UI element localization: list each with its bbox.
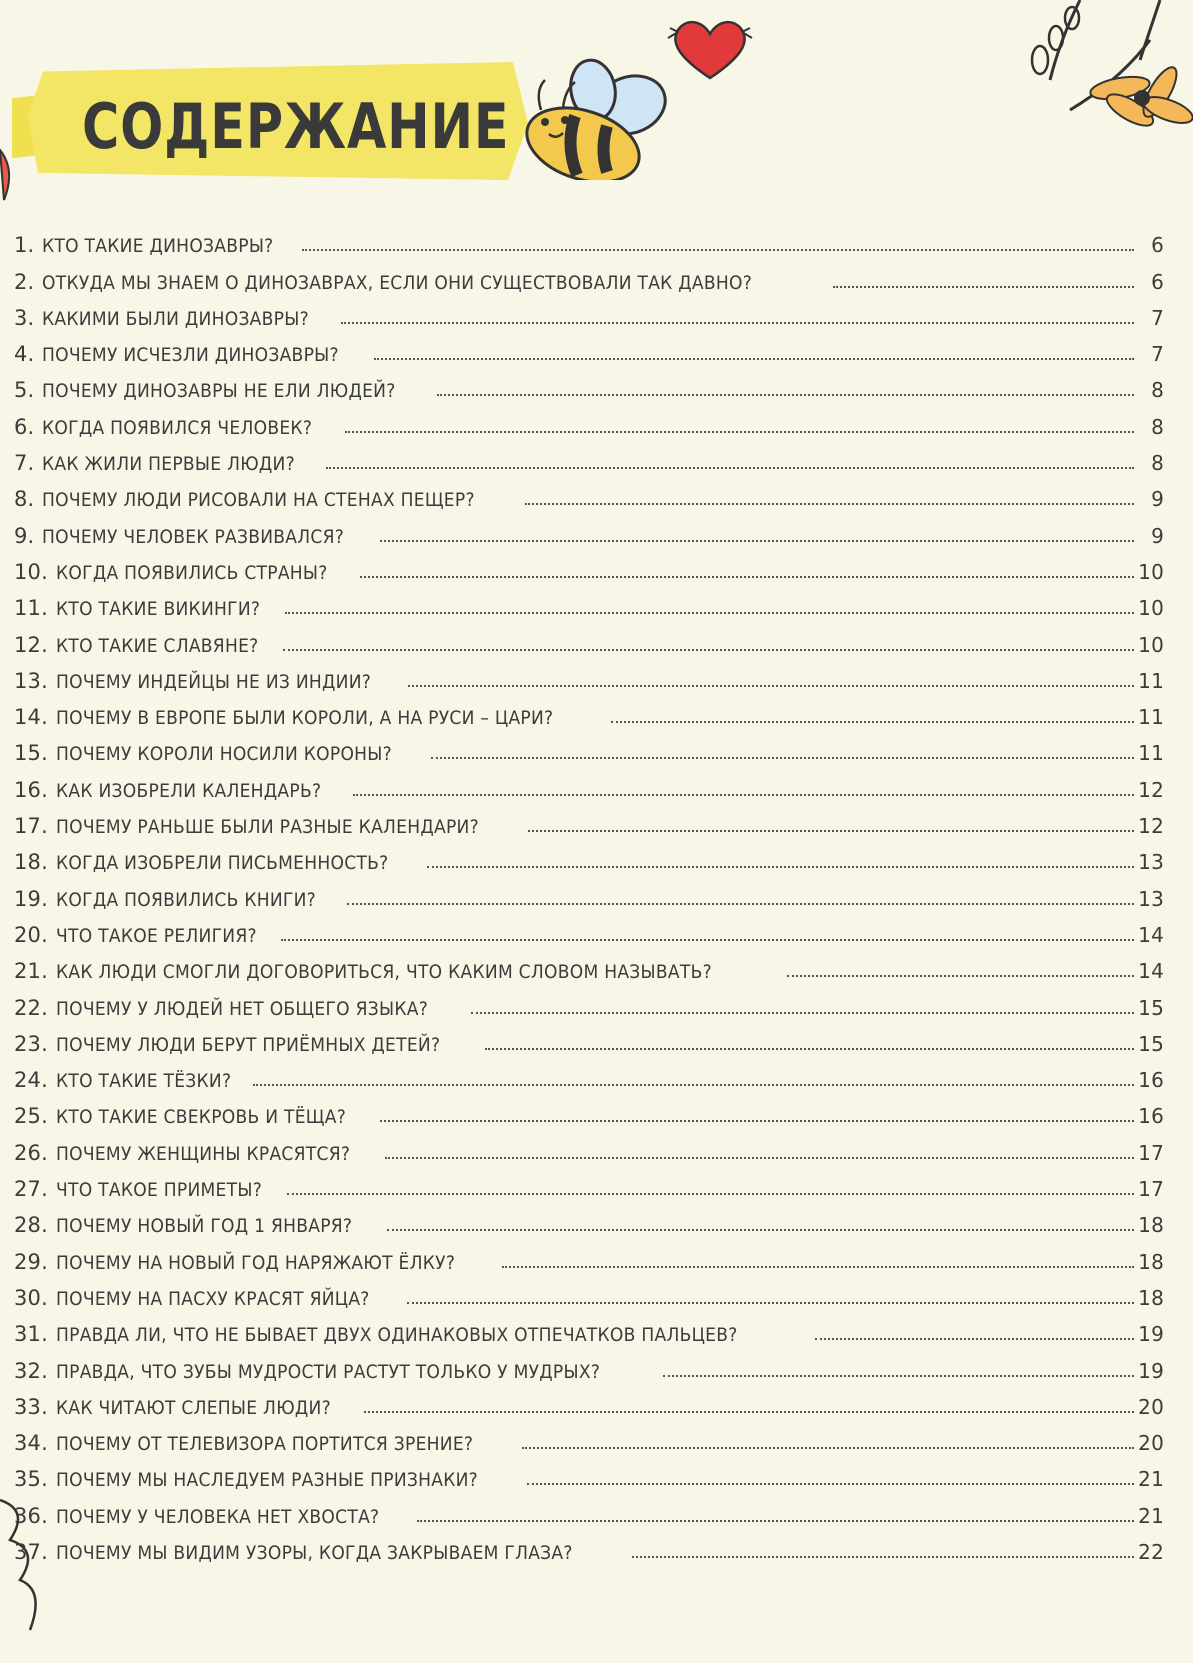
- toc-entry-number: 6.: [14, 414, 35, 439]
- toc-entry-number: 30.: [14, 1285, 48, 1310]
- toc-entry-title: КАК ЧИТАЮТ СЛЕПЫЕ ЛЮДИ?: [56, 1396, 331, 1419]
- toc-entry-title: ПОЧЕМУ РАНЬШЕ БЫЛИ РАЗНЫЕ КАЛЕНДАРИ?: [56, 816, 479, 839]
- toc-entry[interactable]: [14, 1237, 1164, 1273]
- toc-leader-dots: [341, 322, 1134, 324]
- toc-entry-page: 19: [1138, 1358, 1164, 1383]
- toc-entry-number: 29.: [14, 1249, 48, 1274]
- toc-leader-dots: [374, 358, 1134, 360]
- toc-entry[interactable]: [14, 1346, 1164, 1382]
- toc-entry-page: 12: [1138, 814, 1164, 839]
- toc-entry-number: 3.: [14, 305, 35, 330]
- toc-leader-dots: [347, 903, 1134, 905]
- toc-entry-page: 13: [1138, 886, 1164, 911]
- toc-entry-number: 34.: [14, 1431, 48, 1456]
- toc-entry[interactable]: [14, 693, 1164, 729]
- toc-entry-title: ПОЧЕМУ ИНДЕЙЦЫ НЕ ИЗ ИНДИИ?: [56, 670, 372, 693]
- toc-entry-number: 25.: [14, 1104, 48, 1129]
- toc-leader-dots: [253, 1084, 1134, 1086]
- toc-entry[interactable]: [14, 1020, 1164, 1056]
- toc-entry-page: 6: [1151, 269, 1164, 294]
- toc-entry-number: 22.: [14, 995, 48, 1020]
- toc-entry[interactable]: [14, 1383, 1164, 1419]
- toc-entry-number: 17.: [14, 814, 48, 839]
- toc-entry-number: 12.: [14, 632, 48, 657]
- toc-entry-page: 16: [1138, 1068, 1164, 1093]
- toc-entry[interactable]: [14, 402, 1164, 438]
- toc-entry[interactable]: [14, 511, 1164, 547]
- toc-entry-title: ПОЧЕМУ МЫ НАСЛЕДУЕМ РАЗНЫЕ ПРИЗНАКИ?: [56, 1469, 479, 1492]
- toc-entry-number: 18.: [14, 850, 48, 875]
- toc-leader-dots: [387, 1229, 1134, 1231]
- toc-entry-number: 28.: [14, 1213, 48, 1238]
- toc-entry-page: 6: [1151, 233, 1164, 258]
- toc-entry-page: 14: [1138, 922, 1164, 947]
- toc-entry-number: 2.: [14, 269, 35, 294]
- toc-entry-page: 21: [1138, 1467, 1164, 1492]
- toc-entry-page: 11: [1138, 741, 1164, 766]
- toc-entry-number: 4.: [14, 342, 35, 367]
- toc-entry[interactable]: [14, 1528, 1164, 1564]
- toc-entry-number: 32.: [14, 1358, 48, 1383]
- toc-entry-page: 12: [1138, 777, 1164, 802]
- toc-entry-title: ПОЧЕМУ НА НОВЫЙ ГОД НАРЯЖАЮТ ЁЛКУ?: [56, 1251, 456, 1274]
- toc-leader-dots: [302, 249, 1134, 251]
- toc-leader-dots: [632, 1556, 1134, 1558]
- toc-leader-dots: [522, 1447, 1134, 1449]
- toc-entry[interactable]: [14, 294, 1164, 330]
- leaf-icon: [0, 140, 20, 210]
- toc-entry-number: 7.: [14, 451, 35, 476]
- toc-entry-title: ПОЧЕМУ ЛЮДИ БЕРУТ ПРИЁМНЫХ ДЕТЕЙ?: [56, 1033, 441, 1056]
- toc-entry[interactable]: [14, 947, 1164, 983]
- toc-entry-number: 33.: [14, 1394, 48, 1419]
- toc-entry-number: 27.: [14, 1177, 48, 1202]
- toc-leader-dots: [527, 1483, 1134, 1485]
- toc-entry[interactable]: [14, 1419, 1164, 1455]
- toc-leader-dots: [360, 576, 1134, 578]
- toc-entry-number: 26.: [14, 1140, 48, 1165]
- toc-entry-number: 11.: [14, 596, 48, 621]
- toc-leader-dots: [285, 612, 1134, 614]
- toc-leader-dots: [287, 1193, 1134, 1195]
- toc-entry[interactable]: [14, 330, 1164, 366]
- toc-entry[interactable]: [14, 983, 1164, 1019]
- toc-entry[interactable]: [14, 802, 1164, 838]
- toc-entry-title: ПОЧЕМУ ДИНОЗАВРЫ НЕ ЕЛИ ЛЮДЕЙ?: [42, 380, 397, 403]
- toc-entry-page: 18: [1138, 1249, 1164, 1274]
- toc-entry-number: 31.: [14, 1322, 48, 1347]
- toc-leader-dots: [427, 866, 1134, 868]
- toc-entry-title: КТО ТАКИЕ СВЕКРОВЬ И ТЁЩА?: [56, 1106, 347, 1129]
- toc-entry-title: КАК ЛЮДИ СМОГЛИ ДОГОВОРИТЬСЯ, ЧТО КАКИМ СЛОВОМ НАЗЫВАТЬ?: [56, 961, 712, 984]
- toc-leader-dots: [283, 649, 1134, 651]
- toc-leader-dots: [787, 975, 1134, 977]
- toc-entry[interactable]: [14, 1201, 1164, 1237]
- heart-icon: [660, 8, 760, 88]
- toc-leader-dots: [471, 1012, 1134, 1014]
- toc-entry-page: 10: [1138, 559, 1164, 584]
- toc-entry-page: 22: [1138, 1539, 1164, 1564]
- toc-entry[interactable]: [14, 439, 1164, 475]
- toc-entry-page: 11: [1138, 668, 1164, 693]
- toc-entry-title: ПОЧЕМУ КОРОЛИ НОСИЛИ КОРОНЫ?: [56, 743, 393, 766]
- toc-leader-dots: [380, 540, 1134, 542]
- toc-leader-dots: [437, 394, 1134, 396]
- toc-entry-page: 18: [1138, 1213, 1164, 1238]
- toc-entry-page: 15: [1138, 995, 1164, 1020]
- toc-entry[interactable]: [14, 475, 1164, 511]
- toc-entry-page: 20: [1138, 1394, 1164, 1419]
- toc-entry-page: 11: [1138, 705, 1164, 730]
- toc-entry-page: 9: [1151, 523, 1164, 548]
- toc-entry-title: ПОЧЕМУ В ЕВРОПЕ БЫЛИ КОРОЛИ, А НА РУСИ – ЦАРИ?: [56, 707, 554, 730]
- toc-entry-number: 24.: [14, 1068, 48, 1093]
- toc-entry-number: 13.: [14, 668, 48, 693]
- toc-entry-title: ПОЧЕМУ ОТ ТЕЛЕВИЗОРА ПОРТИТСЯ ЗРЕНИЕ?: [56, 1433, 474, 1456]
- toc-entry-title: ПОЧЕМУ ИСЧЕЗЛИ ДИНОЗАВРЫ?: [42, 344, 340, 367]
- flower-branch-icon: [1010, 0, 1193, 150]
- toc-entry-title: ПОЧЕМУ НОВЫЙ ГОД 1 ЯНВАРЯ?: [56, 1215, 353, 1238]
- page-title: СОДЕРЖАНИЕ: [82, 90, 510, 163]
- toc-leader-dots: [833, 286, 1134, 288]
- toc-entry-number: 20.: [14, 922, 48, 947]
- toc-entry-number: 15.: [14, 741, 48, 766]
- toc-entry-page: 10: [1138, 596, 1164, 621]
- toc-entry[interactable]: [14, 838, 1164, 874]
- toc-entry-title: ЧТО ТАКОЕ РЕЛИГИЯ?: [56, 924, 257, 947]
- toc-entry-title: ПРАВДА, ЧТО ЗУБЫ МУДРОСТИ РАСТУТ ТОЛЬКО У МУДРЫХ?: [56, 1360, 601, 1383]
- toc-leader-dots: [345, 431, 1134, 433]
- toc-entry-page: 19: [1138, 1322, 1164, 1347]
- toc-entry-title: ПОЧЕМУ МЫ ВИДИМ УЗОРЫ, КОГДА ЗАКРЫВАЕМ ГЛАЗА?: [56, 1541, 573, 1564]
- toc-leader-dots: [326, 467, 1134, 469]
- toc-entry-title: КТО ТАКИЕ ТЁЗКИ?: [56, 1070, 232, 1093]
- toc-entry-page: 7: [1151, 342, 1164, 367]
- toc-entry-title: ПОЧЕМУ ЧЕЛОВЕК РАЗВИВАЛСЯ?: [42, 525, 345, 548]
- toc-entry-number: 5.: [14, 378, 35, 403]
- toc-entry-number: 14.: [14, 705, 48, 730]
- toc-entry-page: 14: [1138, 959, 1164, 984]
- toc-entry[interactable]: [14, 257, 1164, 293]
- toc-entry-title: КОГДА ИЗОБРЕЛИ ПИСЬМЕННОСТЬ?: [56, 852, 389, 875]
- toc-leader-dots: [281, 939, 1134, 941]
- toc-entry-title: КОГДА ПОЯВИЛИСЬ СТРАНЫ?: [56, 561, 328, 584]
- toc-entry-title: КАК ИЗОБРЕЛИ КАЛЕНДАРЬ?: [56, 779, 322, 802]
- toc-entry-title: КАКИМИ БЫЛИ ДИНОЗАВРЫ?: [42, 307, 310, 330]
- toc-entry-page: 17: [1138, 1140, 1164, 1165]
- toc-entry-number: 9.: [14, 523, 35, 548]
- toc-entry[interactable]: [14, 1165, 1164, 1201]
- toc-entry-number: 21.: [14, 959, 48, 984]
- toc-leader-dots: [353, 794, 1134, 796]
- toc-leader-dots: [525, 503, 1134, 505]
- toc-leader-dots: [431, 757, 1134, 759]
- toc-entry-page: 21: [1138, 1503, 1164, 1528]
- toc-entry-page: 17: [1138, 1177, 1164, 1202]
- toc-entry-title: ПОЧЕМУ У ЧЕЛОВЕКА НЕТ ХВОСТА?: [56, 1505, 380, 1528]
- toc-entry-number: 19.: [14, 886, 48, 911]
- toc-entry-page: 9: [1151, 487, 1164, 512]
- toc-entry-title: КТО ТАКИЕ СЛАВЯНЕ?: [56, 634, 259, 657]
- toc-entry-title: ОТКУДА МЫ ЗНАЕМ О ДИНОЗАВРАХ, ЕСЛИ ОНИ СУЩЕСТВОВАЛИ ТАК ДАВНО?: [42, 271, 753, 294]
- toc-leader-dots: [611, 721, 1134, 723]
- toc-entry-title: КОГДА ПОЯВИЛСЯ ЧЕЛОВЕК?: [42, 416, 313, 439]
- toc-entry-title: КТО ТАКИЕ ВИКИНГИ?: [56, 598, 261, 621]
- toc-leader-dots: [407, 1302, 1135, 1304]
- toc-entry-page: 18: [1138, 1285, 1164, 1310]
- toc-entry-number: 1.: [14, 233, 35, 258]
- toc-entry[interactable]: [14, 1455, 1164, 1491]
- toc-entry[interactable]: [14, 366, 1164, 402]
- toc-leader-dots: [364, 1411, 1134, 1413]
- toc-entry[interactable]: [14, 657, 1164, 693]
- toc-leader-dots: [485, 1048, 1134, 1050]
- toc-entry[interactable]: [14, 584, 1164, 620]
- toc-entry[interactable]: [14, 729, 1164, 765]
- toc-entry-number: 16.: [14, 777, 48, 802]
- toc-entry[interactable]: [14, 1310, 1164, 1346]
- toc-entry-page: 8: [1151, 378, 1164, 403]
- toc-entry-title: ПОЧЕМУ ЛЮДИ РИСОВАЛИ НА СТЕНАХ ПЕЩЕР?: [42, 489, 476, 512]
- toc-entry-page: 13: [1138, 850, 1164, 875]
- toc-entry-page: 7: [1151, 305, 1164, 330]
- toc-entry-number: 36.: [14, 1503, 48, 1528]
- toc-leader-dots: [385, 1157, 1134, 1159]
- toc-entry-page: 15: [1138, 1031, 1164, 1056]
- toc-entry[interactable]: [14, 1092, 1164, 1128]
- toc-entry[interactable]: [14, 1491, 1164, 1527]
- toc-entry-title: ПОЧЕМУ ЖЕНЩИНЫ КРАСЯТСЯ?: [56, 1142, 351, 1165]
- toc-entry[interactable]: [14, 620, 1164, 656]
- toc-entry-number: 37.: [14, 1539, 48, 1564]
- toc-entry[interactable]: [14, 1274, 1164, 1310]
- toc-entry[interactable]: [14, 1128, 1164, 1164]
- toc-entry-page: 20: [1138, 1431, 1164, 1456]
- toc-entry-title: ПРАВДА ЛИ, ЧТО НЕ БЫВАЕТ ДВУХ ОДИНАКОВЫХ ОТПЕЧАТКОВ ПАЛЬЦЕВ?: [56, 1324, 738, 1347]
- toc-leader-dots: [502, 1266, 1134, 1268]
- toc-leader-dots: [408, 685, 1134, 687]
- toc-entry-page: 10: [1138, 632, 1164, 657]
- toc-entry-number: 35.: [14, 1467, 48, 1492]
- toc-entry[interactable]: [14, 548, 1164, 584]
- toc-entry-page: 8: [1151, 414, 1164, 439]
- toc-entry-page: 16: [1138, 1104, 1164, 1129]
- toc-entry-title: КАК ЖИЛИ ПЕРВЫЕ ЛЮДИ?: [42, 453, 296, 476]
- toc-entry[interactable]: [14, 765, 1164, 801]
- toc-entry-number: 10.: [14, 559, 48, 584]
- toc-leader-dots: [815, 1338, 1134, 1340]
- toc-entry[interactable]: [14, 1056, 1164, 1092]
- toc-leader-dots: [380, 1120, 1134, 1122]
- toc-entry[interactable]: [14, 874, 1164, 910]
- toc-entry[interactable]: [14, 911, 1164, 947]
- toc-entry-number: 8.: [14, 487, 35, 512]
- toc-leader-dots: [663, 1375, 1134, 1377]
- toc-entry-title: КТО ТАКИЕ ДИНОЗАВРЫ?: [42, 235, 274, 258]
- toc-leader-dots: [417, 1520, 1134, 1522]
- toc-entry-title: ПОЧЕМУ У ЛЮДЕЙ НЕТ ОБЩЕГО ЯЗЫКА?: [56, 997, 429, 1020]
- toc-entry[interactable]: [14, 221, 1164, 257]
- toc-entry-title: ПОЧЕМУ НА ПАСХУ КРАСЯТ ЯЙЦА?: [56, 1287, 370, 1310]
- toc-entry-title: ЧТО ТАКОЕ ПРИМЕТЫ?: [56, 1179, 263, 1202]
- toc-entry-number: 23.: [14, 1031, 48, 1056]
- toc-leader-dots: [528, 830, 1134, 832]
- toc-entry-title: КОГДА ПОЯВИЛИСЬ КНИГИ?: [56, 888, 317, 911]
- toc-entry-page: 8: [1151, 451, 1164, 476]
- table-of-contents: [14, 221, 1164, 1564]
